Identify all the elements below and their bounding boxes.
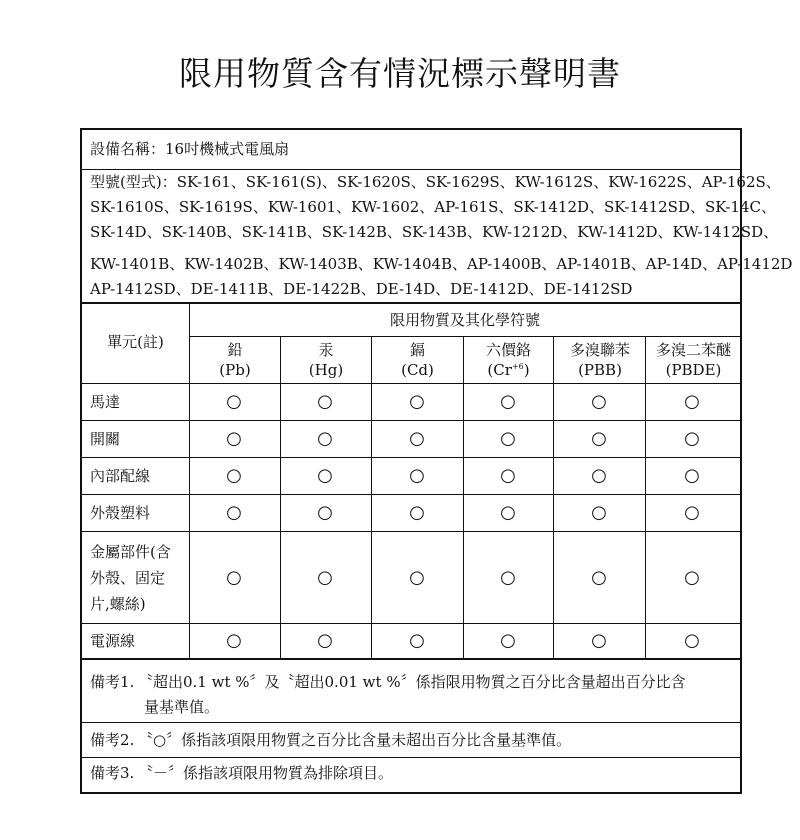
compliance-mark: ○ bbox=[591, 428, 607, 449]
substance-group-header: 限用物質及其化學符號 bbox=[389, 311, 540, 329]
column-divider bbox=[371, 336, 372, 658]
declaration-form bbox=[80, 128, 793, 794]
model-line: SK-14D、SK-140B、SK-141B、SK-142B、SK-143B、KW-1212D、KW-1412D、KW-1412SD、 bbox=[90, 223, 779, 241]
row-label: 片,螺絲) bbox=[90, 595, 146, 613]
compliance-mark: ○ bbox=[500, 630, 516, 651]
model-line: 型號(型式)：SK-161、SK-161(S)、SK-1620S、SK-1629S、KW-1612S、KW-1622S、AP-162S、 bbox=[90, 173, 781, 191]
compliance-mark: ○ bbox=[684, 567, 700, 588]
substance-symbol-wrap bbox=[487, 360, 529, 380]
substance-header-pbde bbox=[647, 337, 740, 382]
substance-symbol-end: ) bbox=[523, 360, 530, 379]
page-title: 限用物質含有情況標示聲明書 bbox=[179, 54, 621, 93]
divider bbox=[82, 494, 740, 495]
compliance-mark: ○ bbox=[684, 502, 700, 523]
compliance-mark: ○ bbox=[500, 428, 516, 449]
unit-header: 單元(註) bbox=[107, 333, 164, 351]
substance-symbol: (Cd) bbox=[401, 360, 434, 379]
note-3-text: 〝－〞係指該項限用物質為排除項目。 bbox=[138, 764, 394, 782]
model-line: KW-1401B、KW-1402B、KW-1403B、KW-1404B、AP-1400B、AP-1401B、AP-14D、AP-1412D bbox=[90, 255, 793, 273]
row-label: 外殼塑料 bbox=[90, 504, 151, 522]
note-2-text: 〝○〞係指該項限用物質之百分比含量未超出百分比含量基準值。 bbox=[138, 731, 572, 749]
substance-header-lead bbox=[190, 337, 280, 382]
compliance-mark: ○ bbox=[226, 465, 242, 486]
compliance-mark: ○ bbox=[226, 391, 242, 412]
note-3-label: 備考3. bbox=[90, 764, 135, 782]
compliance-mark: ○ bbox=[409, 428, 425, 449]
row-label: 開關 bbox=[90, 430, 121, 448]
equipment-name: 設備名稱：16吋機械式電風扇 bbox=[90, 140, 290, 158]
substance-symbol: (Pb) bbox=[219, 360, 251, 379]
substance-header-chromium bbox=[464, 337, 553, 382]
model-line: SK-1610S、SK-1619S、KW-1601、KW-1602、AP-161S、SK-1412D、SK-1412SD、SK-14C、 bbox=[90, 198, 776, 216]
substance-header-mercury bbox=[281, 337, 371, 382]
note-1-label: 備考1. bbox=[90, 673, 135, 691]
compliance-mark: ○ bbox=[591, 391, 607, 412]
compliance-mark: ○ bbox=[409, 502, 425, 523]
column-divider bbox=[645, 336, 646, 658]
substance-name: 鎘 bbox=[409, 340, 425, 359]
substance-symbol: (Hg) bbox=[308, 360, 344, 379]
substance-name: 多溴二苯醚 bbox=[655, 340, 731, 359]
compliance-mark: ○ bbox=[500, 465, 516, 486]
divider bbox=[82, 722, 740, 723]
compliance-mark: ○ bbox=[226, 428, 242, 449]
substance-symbol: (PBDE) bbox=[665, 360, 722, 379]
compliance-mark: ○ bbox=[500, 391, 516, 412]
compliance-mark: ○ bbox=[500, 502, 516, 523]
table-bottom-border bbox=[82, 658, 740, 660]
column-divider bbox=[463, 336, 464, 658]
compliance-mark: ○ bbox=[684, 391, 700, 412]
row-label: 馬達 bbox=[90, 393, 121, 411]
substance-symbol: (PBB) bbox=[578, 360, 622, 379]
compliance-mark: ○ bbox=[317, 567, 333, 588]
compliance-mark: ○ bbox=[684, 630, 700, 651]
compliance-mark: ○ bbox=[591, 630, 607, 651]
compliance-mark: ○ bbox=[409, 465, 425, 486]
row-label: 內部配線 bbox=[90, 467, 151, 485]
oxidation-state: +6 bbox=[511, 361, 524, 371]
compliance-mark: ○ bbox=[684, 465, 700, 486]
compliance-mark: ○ bbox=[684, 428, 700, 449]
substance-name: 鉛 bbox=[227, 340, 243, 359]
row-label: 金屬部件(含 bbox=[90, 543, 171, 561]
divider bbox=[82, 420, 740, 421]
divider bbox=[82, 169, 740, 170]
compliance-mark: ○ bbox=[409, 567, 425, 588]
column-divider bbox=[553, 336, 554, 658]
compliance-mark: ○ bbox=[226, 502, 242, 523]
compliance-mark: ○ bbox=[226, 630, 242, 651]
divider bbox=[82, 623, 740, 624]
compliance-mark: ○ bbox=[226, 567, 242, 588]
row-label: 外殼、固定 bbox=[90, 569, 166, 587]
substance-name: 汞 bbox=[318, 340, 334, 359]
compliance-mark: ○ bbox=[317, 502, 333, 523]
substance-name: 六價鉻 bbox=[485, 340, 531, 359]
column-divider bbox=[280, 336, 281, 658]
divider bbox=[82, 457, 740, 458]
compliance-mark: ○ bbox=[409, 391, 425, 412]
column-divider bbox=[189, 302, 190, 658]
compliance-mark: ○ bbox=[317, 391, 333, 412]
compliance-mark: ○ bbox=[591, 502, 607, 523]
divider bbox=[82, 531, 740, 532]
substance-symbol: (Cr bbox=[487, 360, 512, 379]
note-1-text: 〝超出0.1 wt %〞及〝超出0.01 wt %〞係指限用物質之百分比含量超出百分比含 bbox=[138, 673, 686, 691]
substance-name: 多溴聯苯 bbox=[569, 340, 630, 359]
substance-header-pbb bbox=[554, 337, 646, 382]
note-1-text-cont: 量基準值。 bbox=[144, 698, 220, 716]
model-line: AP-1412SD、DE-1411B、DE-1422B、DE-14D、DE-1412D、DE-1412SD bbox=[90, 280, 633, 298]
compliance-mark: ○ bbox=[317, 428, 333, 449]
compliance-mark: ○ bbox=[500, 567, 516, 588]
note-2-label: 備考2. bbox=[90, 731, 135, 749]
divider bbox=[82, 383, 740, 384]
substance-header-cadmium bbox=[372, 337, 463, 382]
compliance-mark: ○ bbox=[591, 465, 607, 486]
compliance-mark: ○ bbox=[317, 630, 333, 651]
compliance-mark: ○ bbox=[591, 567, 607, 588]
row-label: 電源線 bbox=[90, 632, 136, 650]
compliance-mark: ○ bbox=[317, 465, 333, 486]
divider bbox=[82, 757, 740, 758]
compliance-mark: ○ bbox=[409, 630, 425, 651]
